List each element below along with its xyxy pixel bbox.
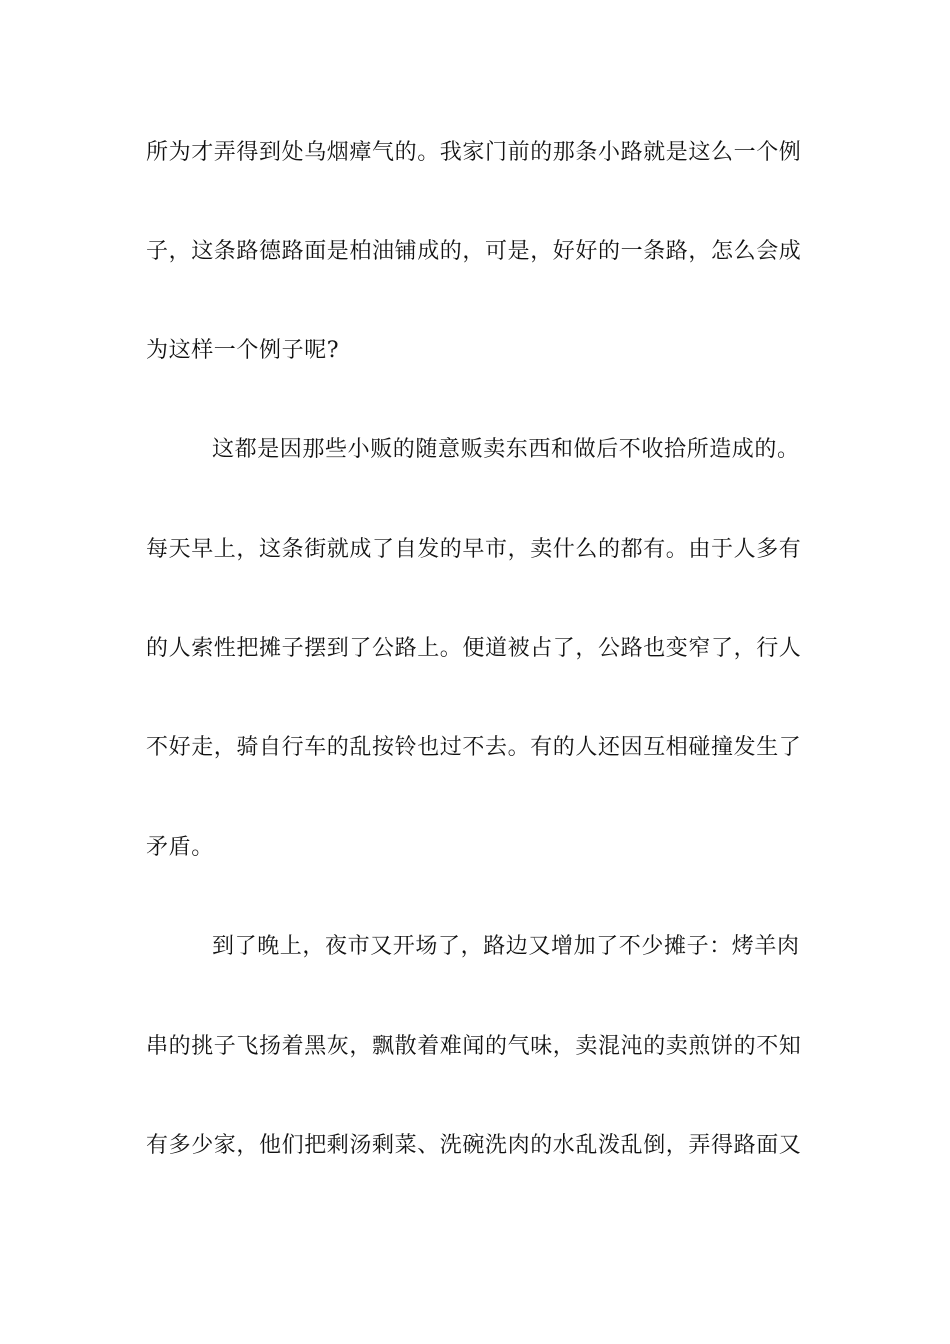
paragraph-line: 有多少家，他们把剩汤剩菜、洗碗洗肉的水乱泼乱倒，弄得路面又 (146, 1133, 802, 1158)
paragraph-line: 所为才弄得到处乌烟瘴气的。我家门前的那条小路就是这么一个例 (146, 140, 802, 165)
paragraph-line: 的人索性把摊子摆到了公路上。便道被占了，公路也变窄了，行人 (146, 636, 802, 661)
paragraph-line: 这都是因那些小贩的随意贩卖东西和做后不收拾所造成的。 (212, 437, 800, 462)
paragraph-line: 到了晚上，夜市又开场了，路边又增加了不少摊子：烤羊肉 (212, 934, 800, 959)
paragraph-line: 为这样一个例子呢? (146, 338, 340, 363)
paragraph-line: 不好走，骑自行车的乱按铃也过不去。有的人还因互相碰撞发生了 (146, 735, 802, 760)
paragraph-line: 子，这条路德路面是柏油铺成的，可是，好好的一条路，怎么会成 (146, 239, 802, 264)
paragraph-line: 串的挑子飞扬着黑灰，飘散着难闻的气味，卖混沌的卖煎饼的不知 (146, 1034, 802, 1059)
paragraph-line: 矛盾。 (146, 835, 214, 860)
paragraph-line: 每天早上，这条街就成了自发的早市，卖什么的都有。由于人多有 (146, 537, 802, 562)
